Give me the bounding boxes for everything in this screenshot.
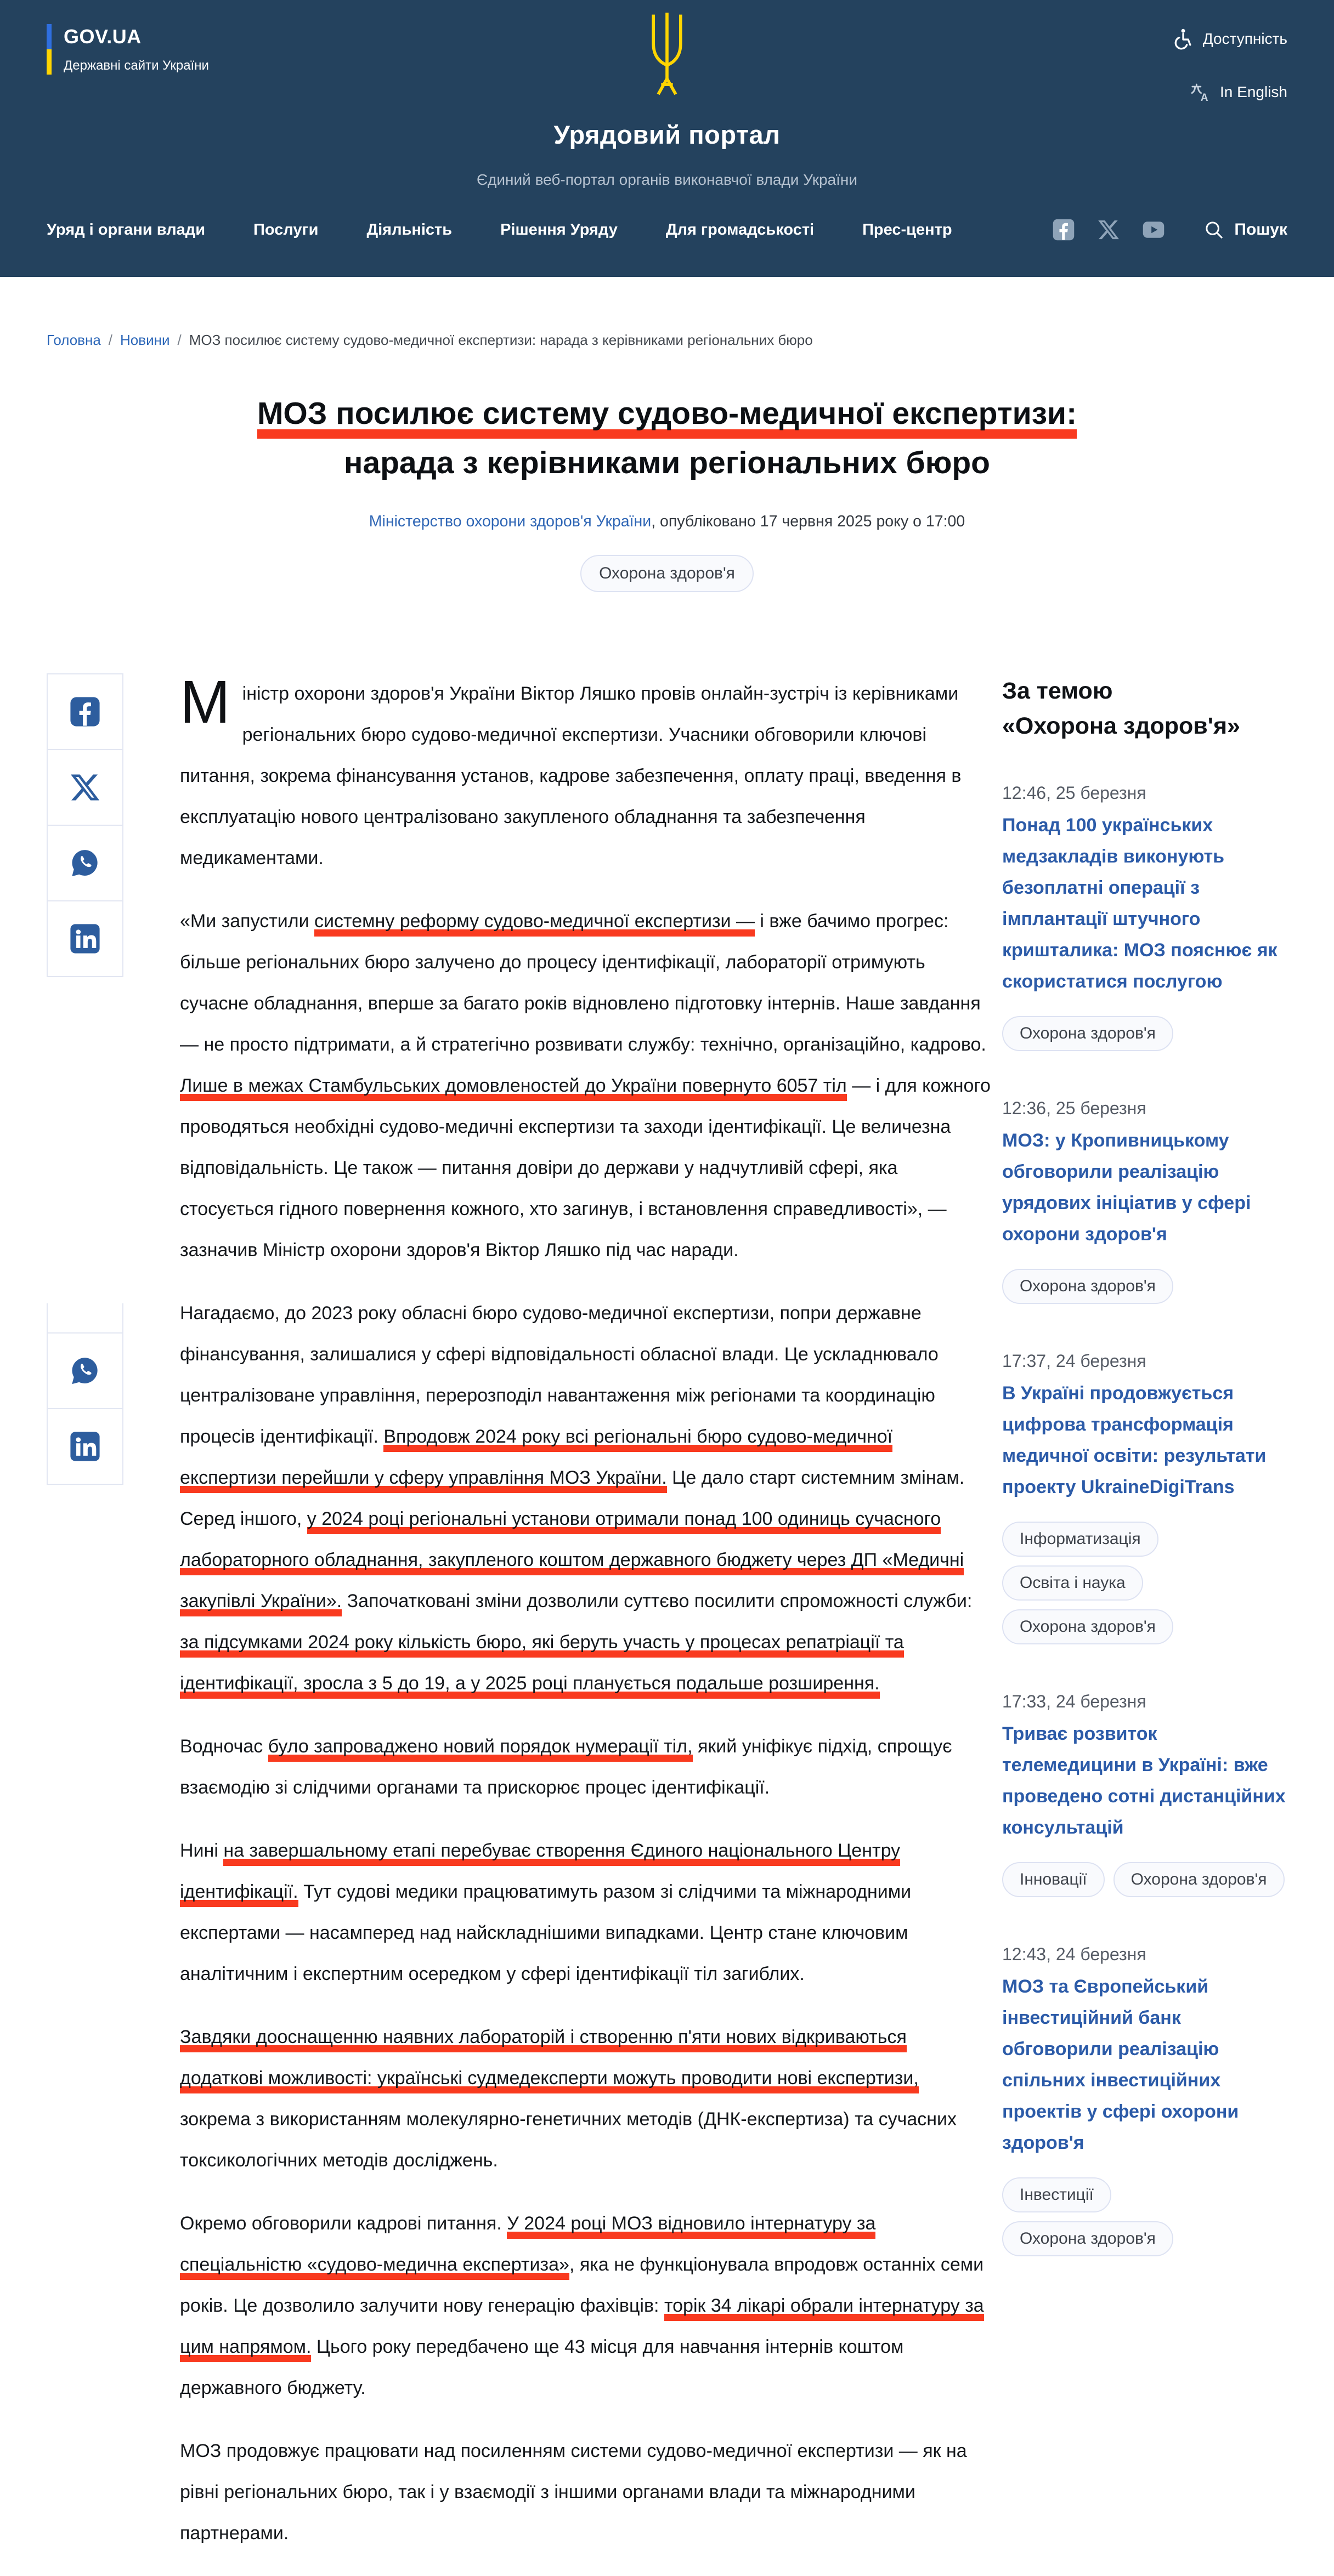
byline-source-link[interactable]: Міністерство охорони здоров'я України (369, 513, 652, 530)
highlighted-text: торік 34 лікарі обрали інтернатуру за цим напрямом. (180, 2295, 984, 2362)
nav-item-2[interactable]: Послуги (253, 220, 319, 239)
share-x-twitter-button[interactable] (47, 749, 123, 826)
news-title-link[interactable]: МОЗ: у Кропивницькому обговорили реалізацію урядових ініціатив у сфері охорони здоров'я (1002, 1130, 1251, 1245)
highlighted-text: Впродовж 2024 року всі регіональні бюро судово-медичної експертизи перейшли у сферу управління МОЗ України. (180, 1426, 892, 1493)
site-header (0, 0, 1334, 277)
search-label: Пошук (1234, 220, 1287, 239)
related-sidebar (1002, 673, 1287, 2303)
translate-icon (1189, 81, 1211, 103)
tag-chip[interactable]: Охорона здоров'я (1002, 2221, 1173, 2256)
site-subtitle: Єдиний веб-портал органів виконавчої влади України (476, 171, 858, 188)
article-paragraph-1 (180, 668, 992, 879)
highlighted-text: на завершальному етапі перебуває створення Єдиного національного Центру ідентифікації. (180, 1840, 900, 1907)
article-tag-chip[interactable]: Охорона здоров'я (580, 555, 754, 592)
nav-item-4[interactable]: Рішення Уряду (500, 220, 618, 239)
highlighted-text: у 2024 році регіональні установи отримали понад 100 одиниць сучасного лабораторного обладнання, закупленого коштом державного бюджету через ДП «Медичні закупівлі України». (180, 1508, 964, 1616)
share-rail-gap (47, 977, 123, 1303)
share-facebook-button[interactable] (47, 673, 123, 750)
tag-chip[interactable]: Охорона здоров'я (1113, 1862, 1285, 1897)
sidebar-heading: За темою «Охорона здоров'я» (1002, 678, 1240, 739)
youtube-icon[interactable] (1142, 218, 1165, 241)
tag-chip[interactable]: Інвестиції (1002, 2177, 1111, 2212)
body-text: Започатковані зміни дозволили суттєво посилити спроможності служби: (342, 1591, 973, 1612)
news-timestamp: 12:46, 25 березня (1002, 783, 1146, 803)
tag-chip[interactable]: Інновації (1002, 1862, 1105, 1897)
nav-item-6[interactable]: Прес-центр (862, 220, 952, 239)
news-title-link[interactable]: Триває розвиток телемедицини в Україні: вже проведено сотні дистанційних консультацій (1002, 1723, 1286, 1838)
news-timestamp: 17:37, 24 березня (1002, 1351, 1146, 1371)
breadcrumb-link-1[interactable]: Головна (47, 332, 101, 348)
search-icon (1203, 219, 1224, 240)
news-timestamp: 12:36, 25 березня (1002, 1098, 1146, 1118)
breadcrumb (0, 277, 1334, 350)
related-news-item-5 (1002, 1944, 1287, 2256)
facebook-icon (69, 696, 101, 728)
nav-item-5[interactable]: Для громадськості (665, 220, 815, 239)
article-body (180, 668, 992, 2576)
byline-published: , опубліковано 17 червня 2025 року о 17:00 (651, 513, 965, 530)
language-label: In English (1220, 83, 1287, 100)
related-news-item-3 (1002, 1351, 1287, 1644)
wheelchair-icon (1171, 27, 1194, 50)
share-linkedin-button[interactable] (47, 1408, 123, 1485)
main-nav (47, 221, 952, 239)
highlighted-text: було запроваджено новий порядок нумерації тіл, (268, 1736, 693, 1762)
article-paragraph-5 (180, 1830, 992, 1995)
body-text: «Ми запустили (180, 911, 315, 932)
page-title (124, 389, 1210, 487)
tag-chip[interactable]: Освіта і наука (1002, 1565, 1143, 1601)
share-linkedin-button[interactable] (47, 900, 123, 977)
whatsapp-icon (69, 1355, 101, 1387)
body-text: Тут судові медики працюватимуть разом зі слідчими та міжнародними експертами — насамперед над найскладнішими випадками. Центр стане ключовим аналітичним і експертним осередком у сфері ідентифікації тіл загиблих. (180, 1881, 912, 1984)
main-content (0, 668, 1334, 2576)
breadcrumb-link-2[interactable]: Новини (120, 332, 170, 348)
flag-bar (47, 24, 52, 75)
related-news-item-2 (1002, 1098, 1287, 1304)
article-paragraph-2 (180, 901, 992, 1271)
body-text: і вже бачимо прогрес: більше регіональних бюро залучено до процесу ідентифікації, лабораторії отримують сучасне обладнання, вперше за багато років відновлено підготовку інтернів. Наше завдання — не просто підтримати, а й стратегічно розвивати службу: технічно, організаційно, кадрово. (180, 911, 986, 1055)
news-tags (1002, 1016, 1287, 1051)
tag-chip[interactable]: Охорона здоров'я (1002, 1269, 1173, 1304)
news-title-link[interactable]: Понад 100 українських медзакладів виконують безоплатні операції з імплантації штучного кришталика: МОЗ пояснює як скористатися послугою (1002, 815, 1278, 992)
article-paragraph-3 (180, 1293, 992, 1704)
breadcrumb-separator: / (108, 332, 113, 348)
body-text: Нагадаємо, до 2023 року обласні бюро судово-медичної експертизи, попри державне фінансування, залишалися у сфері відповідальності обласної влади. Це ускладнювало централізоване управління, перерозподіл навантаження між регіонами та координацію процесів ідентифікації. (180, 1303, 939, 1447)
related-news-item-4 (1002, 1692, 1287, 1897)
svg-text:A: A (1200, 92, 1208, 103)
highlighted-text: Завдяки дооснащенню наявних лабораторій і створенню п'яти нових відкриваються додаткові можливості: українські судмедексперти можуть проводити нові експертизи, (180, 2027, 919, 2093)
share-whatsapp-button[interactable] (47, 1332, 123, 1409)
body-text: МОЗ продовжує працювати над посиленням системи судово-медичної експертизи — як на рівні регіональних бюро, так і у взаємодії з іншими органами влади та міжнародними партнерами. (180, 2441, 967, 2544)
article-paragraph-8 (180, 2431, 992, 2554)
gov-ua-logo[interactable] (47, 24, 209, 75)
body-text: , яка не функціонувала впродовж останніх семи років. Це дозволило залучити нову генерацію фахівців: (180, 2254, 984, 2316)
trident-emblem-icon (634, 9, 700, 102)
whatsapp-icon (69, 847, 101, 879)
article-paragraph-4 (180, 1726, 992, 1808)
body-text: Цього року передбачено ще 43 місця для навчання інтернів коштом державного бюджету. (180, 2336, 904, 2398)
linkedin-icon (69, 923, 101, 955)
body-text: Міністр охорони здоров'я України Віктор Ляшко провів онлайн-зустріч із керівниками регіональних бюро судово-медичної експертизи. Учасники обговорили ключові питання, зокрема фінансування установ, кадрове забезпечення, оплату праці, введення в експлуатацію нового централізовано закупленого обладнання та забезпечення медикаментами. (180, 668, 962, 869)
news-tags (1002, 1522, 1287, 1644)
search-button[interactable] (1203, 219, 1287, 240)
tag-chip[interactable]: Охорона здоров'я (1002, 1016, 1173, 1051)
page-title-line1: МОЗ посилює систему судово-медичної експертизи: (257, 396, 1077, 439)
gov-ua-logo-title: GOV.UA (64, 25, 142, 48)
page-title-line2: нарада з керівниками регіональних бюро (343, 445, 991, 480)
share-cell-partial (47, 1303, 123, 1334)
body-text: Це дало старт системним змінам. Серед іншого, (180, 1467, 965, 1529)
body-text: Нині (180, 1840, 224, 1861)
breadcrumb-separator: / (177, 332, 182, 348)
article-paragraph-6 (180, 2017, 992, 2181)
nav-item-1[interactable]: Уряд і органи влади (47, 220, 206, 239)
news-title-link[interactable]: МОЗ та Європейський інвестиційний банк обговорили реалізацію спільних інвестиційних проектів у сфері охорони здоров'я (1002, 1976, 1239, 2153)
news-tags (1002, 1269, 1287, 1304)
accessibility-label: Доступність (1202, 30, 1287, 47)
header-social-icons (1052, 218, 1165, 241)
language-switch[interactable] (1171, 81, 1287, 103)
x-twitter-icon (69, 771, 101, 803)
related-news-item-1 (1002, 783, 1287, 1051)
byline (0, 513, 1334, 531)
article-paragraph-7 (180, 2203, 992, 2409)
highlighted-text: системну реформу судово-медичної експертизи — (314, 911, 755, 937)
news-title-link[interactable]: В Україні продовжується цифрова трансформація медичної освіти: результати проекту UkraineDigiTrans (1002, 1383, 1267, 1497)
main-nav-row (47, 218, 1287, 241)
highlighted-text: У 2024 році МОЗ відновило інтернатуру за спеціальністю «судово-медична експертиза» (180, 2213, 875, 2280)
breadcrumb-current: МОЗ посилює систему судово-медичної експертизи: нарада з керівниками регіональних бюро (189, 332, 813, 348)
tag-chip[interactable]: Інформатизація (1002, 1522, 1158, 1557)
x-twitter-icon[interactable] (1097, 218, 1120, 241)
body-text: який уніфікує підхід, спрощує взаємодію зі слідчими органами та прискорює процес ідентифікації. (180, 1736, 952, 1798)
body-text: Окремо обговорили кадрові питання. (180, 2213, 507, 2234)
site-title: Урядовий портал (553, 120, 781, 149)
body-text: Водночас (180, 1736, 268, 1757)
linkedin-icon (69, 1431, 101, 1462)
body-text: зокрема з використанням молекулярно-генетичних методів (ДНК-експертиза) та сучасних токсикологічних методів досліджень. (180, 2109, 957, 2171)
gov-ua-logo-subtitle: Державні сайти України (64, 58, 209, 73)
sidebar-items (1002, 783, 1287, 2256)
news-timestamp: 17:33, 24 березня (1002, 1692, 1146, 1711)
news-tags (1002, 1862, 1287, 1897)
news-tags (1002, 2177, 1287, 2256)
highlighted-text: за підсумками 2024 року кількість бюро, які беруть участь у процесах репатріації та ідентифікації, зросла з 5 до 19, а у 2025 році планується подальше розширення. (180, 1632, 904, 1699)
share-whatsapp-button[interactable] (47, 825, 123, 901)
accessibility-link[interactable] (1171, 27, 1287, 50)
nav-item-3[interactable]: Діяльність (366, 220, 453, 239)
highlighted-text: Лише в межах Стамбульських домовленостей до України повернуто 6057 тіл (180, 1075, 847, 1101)
tag-chip[interactable]: Охорона здоров'я (1002, 1609, 1173, 1644)
share-rail (47, 673, 123, 1485)
body-text: — і для кожного проводяться необхідні судово-медичні експертизи та заходи ідентифікації. Це величезна відповідальність. Це також — питання довіри до держави у надчутливій сфері, яка стосується гідного повернення кожного, хто загинув, і встановлення справедливості», — зазначив Міністр охорони здоров'я Віктор Ляшко під час наради. (180, 1075, 991, 1261)
news-timestamp: 12:43, 24 березня (1002, 1944, 1146, 1964)
facebook-icon[interactable] (1052, 218, 1075, 241)
